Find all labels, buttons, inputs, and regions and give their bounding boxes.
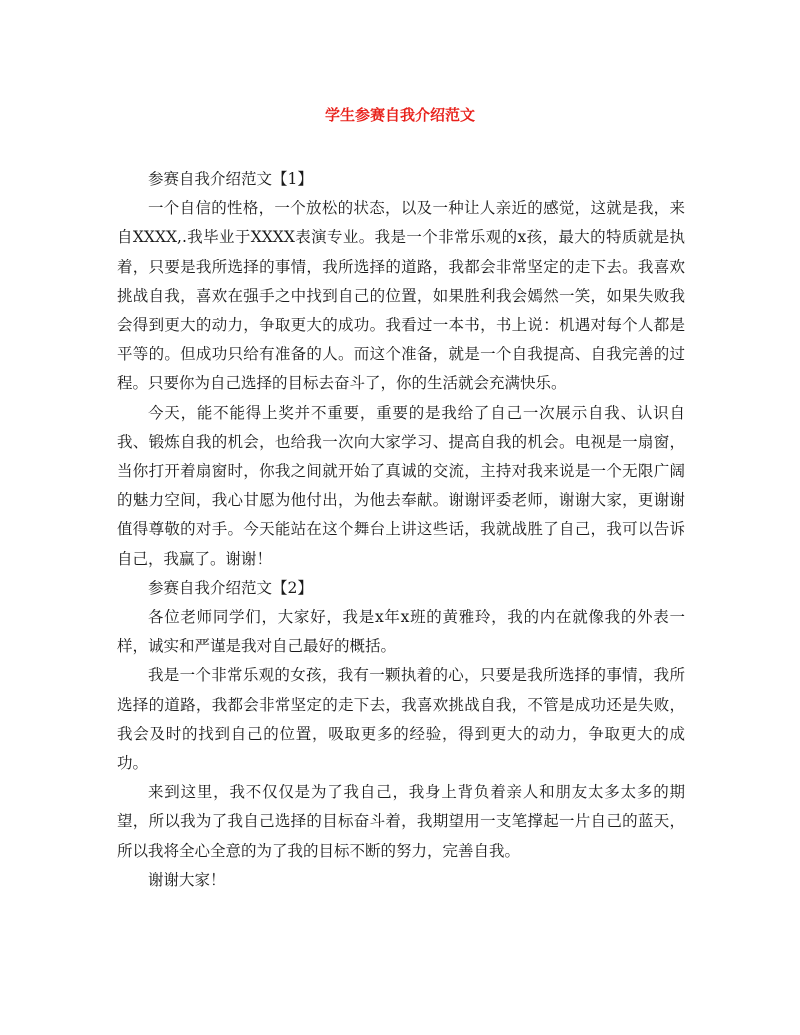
- paragraph: 各位老师同学们，大家好，我是x年x班的黄雅玲，我的内在就像我的外表一样，诚实和严谨是我对自己最好的概括。: [117, 608, 685, 656]
- paragraph: 我是一个非常乐观的女孩，我有一颗执着的心，只要是我所选择的事情，我所选择的道路，我都会非常坚定的走下去，我喜欢挑战自我，不管是成功还是失败，我会及时的找到自己的位置，吸取更多的经验，得到更大的动力，争取更大的成功。: [117, 666, 685, 773]
- paragraph: 今天，能不能得上奖并不重要，重要的是我给了自己一次展示自我、认识自我、锻炼自我的机会，也给我一次向大家学习、提高自我的机会。电视是一扇窗，当你打开着扇窗时，你我之间就开始了真诚的交流，主持对我来说是一个无限广阔的魅力空间，我心甘愿为他付出，为他去奉献。谢谢评委老师，谢谢大家，更谢谢值得尊敬的对手。今天能站在这个舞台上讲这些话，我就战胜了自己，我可以告诉自己，我赢了。谢谢！: [117, 403, 685, 568]
- document-title: 学生参赛自我介绍范文: [324, 106, 475, 124]
- paragraph: 一个自信的性格，一个放松的状态，以及一种让人亲近的感觉，这就是我，来自XXXX,.我毕业于XXXX表演专业。我是一个非常乐观的x孩，最大的特质就是执着，只要是我所选择的事情，我所选择的道路，我都会非常坚定的走下去。我喜欢挑战自我，喜欢在强手之中找到自己的位置，如果胜利我会嫣然一笑，如果失败我会得到更大的动力，争取更大的成功。我看过一本书，书上说：机遇对每个人都是平等的。但成功只给有准备的人。而这个准备，就是一个自我提高、自我完善的过程。只要你为自己选择的目标去奋斗了，你的生活就会充满快乐。: [117, 199, 685, 393]
- document-body: [117, 165, 685, 895]
- closing-line: 谢谢大家！: [148, 870, 226, 889]
- paragraph: 来到这里，我不仅仅是为了我自己，我身上背负着亲人和朋友太多太多的期望，所以我为了我自己选择的目标奋斗着，我期望用一支笔撑起一片自己的蓝天，所以我将全心全意的为了我的目标不断的努力，完善自我。: [117, 783, 685, 860]
- section-heading-2: 参赛自我介绍范文【2】: [148, 578, 313, 597]
- section-heading-1: 参赛自我介绍范文【1】: [148, 170, 313, 188]
